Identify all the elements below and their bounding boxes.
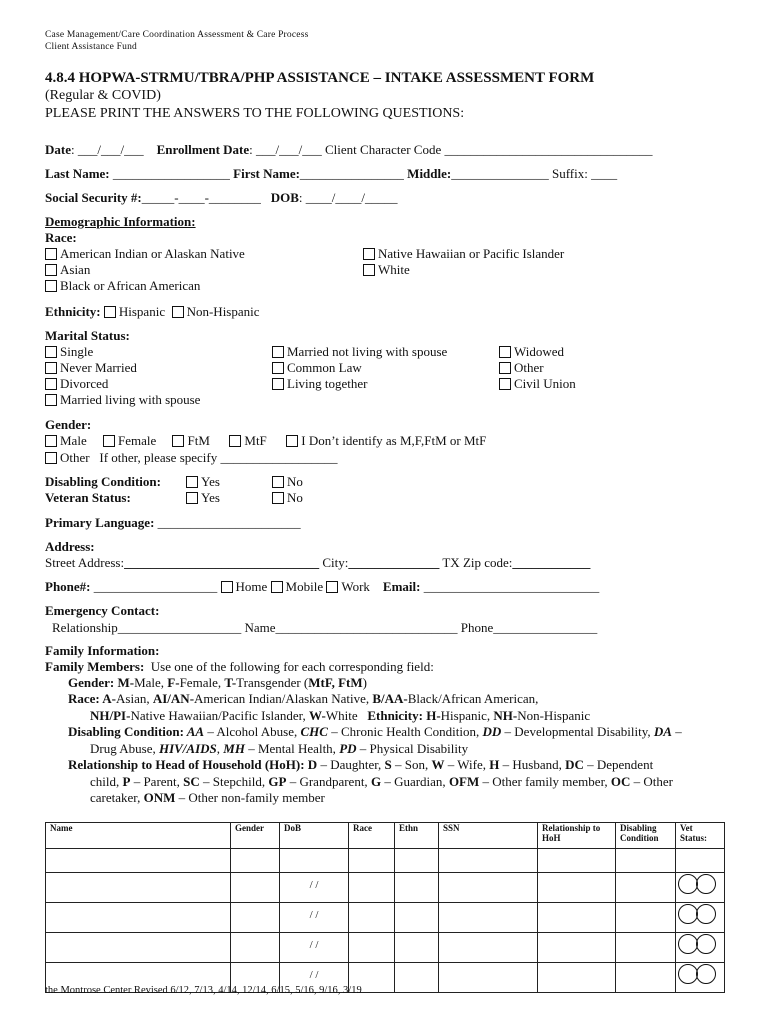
table-cell[interactable] bbox=[349, 903, 395, 933]
tx-zip-label: TX Zip code: bbox=[442, 555, 513, 570]
vet-status-circle[interactable] bbox=[696, 934, 716, 954]
first-name-label: First Name: bbox=[233, 166, 300, 181]
veteran-label: Veteran Status: bbox=[45, 490, 131, 505]
checkbox[interactable] bbox=[499, 362, 511, 374]
vet-status-circle[interactable] bbox=[696, 964, 716, 984]
vet-status-circle[interactable] bbox=[678, 874, 698, 894]
col-ethn: Ethn bbox=[395, 823, 439, 849]
marital-married-living[interactable]: Married living with spouse bbox=[45, 392, 200, 408]
client-code-field[interactable]: Client Character Code ________________________________ bbox=[325, 142, 653, 157]
table-cell[interactable]: / / bbox=[280, 963, 349, 993]
table-cell[interactable] bbox=[439, 849, 538, 873]
marital-other[interactable]: Other bbox=[499, 360, 544, 376]
col-race: Race bbox=[349, 823, 395, 849]
family-members-table bbox=[45, 822, 725, 993]
checkbox[interactable] bbox=[45, 248, 57, 260]
language-row bbox=[45, 515, 301, 531]
table-cell[interactable] bbox=[46, 903, 231, 933]
race-option-white[interactable]: White bbox=[363, 262, 410, 278]
family-heading: Family Information: bbox=[45, 643, 160, 658]
table-header-row bbox=[46, 823, 725, 849]
checkbox-hispanic[interactable] bbox=[104, 306, 116, 318]
table-cell[interactable] bbox=[395, 963, 439, 993]
table-cell[interactable] bbox=[349, 849, 395, 873]
disabling-label: Disabling Condition: bbox=[45, 474, 161, 489]
checkbox[interactable] bbox=[363, 264, 375, 276]
dob-label: DOB bbox=[270, 190, 299, 205]
gender-label: Gender: bbox=[45, 417, 92, 432]
table-row bbox=[46, 873, 725, 903]
middle-name-field[interactable]: _______________ bbox=[451, 166, 549, 181]
legend-race-1: Race: A-Asian, AI/AN-American Indian/Alaskan Native, B/AA-Black/African American, bbox=[68, 691, 539, 706]
col-ssn: SSN bbox=[439, 823, 538, 849]
checkbox[interactable] bbox=[186, 476, 198, 488]
vet-status-circle[interactable] bbox=[696, 904, 716, 924]
marital-common-law[interactable]: Common Law bbox=[272, 360, 362, 376]
last-name-label: Last Name: bbox=[45, 166, 110, 181]
legend-disabling-2: Drug Abuse, HIV/AIDS, MH – Mental Health, PD – Physical Disability bbox=[90, 741, 469, 756]
disabling-no[interactable]: No bbox=[272, 474, 303, 490]
checkbox[interactable] bbox=[45, 346, 57, 358]
vet-status-circle[interactable] bbox=[678, 964, 698, 984]
marital-civil-union[interactable]: Civil Union bbox=[499, 376, 576, 392]
marital-divorced[interactable]: Divorced bbox=[45, 376, 108, 392]
checkbox[interactable] bbox=[272, 476, 284, 488]
table-cell[interactable] bbox=[616, 903, 676, 933]
col-dob: DoB bbox=[280, 823, 349, 849]
table-cell[interactable] bbox=[231, 873, 280, 903]
table-cell[interactable] bbox=[439, 903, 538, 933]
form-instructions: PLEASE PRINT THE ANSWERS TO THE FOLLOWING QUESTIONS: bbox=[45, 106, 465, 121]
checkbox-male[interactable] bbox=[45, 435, 57, 447]
ssn-label: Social Security #: bbox=[45, 190, 142, 205]
legend-race-2: NH/PI-Native Hawaiian/Pacific Islander, W-White Ethnicity: H-Hispanic, NH-Non-Hispanic bbox=[90, 708, 591, 723]
phone-label: Phone#: bbox=[45, 579, 91, 594]
dob-field[interactable]: : ____/____/_____ bbox=[298, 190, 398, 205]
checkbox[interactable] bbox=[45, 394, 57, 406]
table-row bbox=[46, 933, 725, 963]
checkbox-female[interactable] bbox=[103, 435, 115, 447]
table-cell[interactable] bbox=[676, 903, 725, 933]
table-cell[interactable] bbox=[349, 933, 395, 963]
first-name-field[interactable]: ________________ bbox=[299, 166, 404, 181]
table-cell[interactable] bbox=[439, 933, 538, 963]
checkbox-home[interactable] bbox=[221, 581, 233, 593]
table-cell[interactable] bbox=[395, 903, 439, 933]
table-cell[interactable] bbox=[538, 903, 616, 933]
legend-hoh-1: Relationship to Head of Household (HoH): D – Daughter, S – Son, W – Wife, H – Husband, DC – Dependent bbox=[68, 757, 654, 772]
table-row bbox=[46, 903, 725, 933]
table-row bbox=[46, 849, 725, 873]
email-label: Email: bbox=[382, 579, 421, 594]
phone-field[interactable]: ___________________ bbox=[93, 579, 218, 594]
table-cell[interactable] bbox=[676, 933, 725, 963]
city-label: City: bbox=[322, 555, 349, 570]
race-label: Race: bbox=[45, 230, 77, 245]
gender-row: Male Female FtM MtF I Don’t identify as M,F,FtM or MtF bbox=[45, 433, 486, 449]
table-cell[interactable] bbox=[538, 933, 616, 963]
language-field[interactable]: ______________________ bbox=[157, 515, 301, 530]
table-cell[interactable] bbox=[616, 963, 676, 993]
date-field[interactable]: : ___/___/___ bbox=[71, 142, 144, 157]
checkbox-other[interactable] bbox=[45, 452, 57, 464]
address-label: Address: bbox=[45, 539, 95, 554]
family-members-line: Family Members: Use one of the following for each corresponding field: bbox=[45, 659, 434, 674]
table-body bbox=[46, 849, 725, 993]
marital-married-not-living[interactable]: Married not living with spouse bbox=[272, 344, 447, 360]
table-cell[interactable]: / / bbox=[280, 933, 349, 963]
checkbox[interactable] bbox=[45, 362, 57, 374]
col-disabling: Disabling Condition bbox=[616, 823, 676, 849]
legend-hoh-2: child, P – Parent, SC – Stepchild, GP – Grandparent, G – Guardian, OFM – Other family member, OC – Other bbox=[90, 774, 673, 789]
checkbox[interactable] bbox=[272, 378, 284, 390]
table-cell[interactable] bbox=[538, 849, 616, 873]
table-cell[interactable] bbox=[439, 873, 538, 903]
legend-gender: Gender: M-Male, F-Female, T-Transgender (MtF, FtM) bbox=[68, 675, 367, 690]
checkbox[interactable] bbox=[363, 248, 375, 260]
last-name-field[interactable]: __________________ bbox=[112, 166, 230, 181]
ethnicity-label: Ethnicity: bbox=[45, 304, 101, 319]
suffix-field[interactable]: Suffix: ____ bbox=[551, 166, 618, 181]
legend-disabling-1: Disabling Condition: AA – Alcohol Abuse, CHC – Chronic Health Condition, DD – Developmental Disability, DA – bbox=[68, 724, 682, 739]
name-row bbox=[45, 166, 617, 182]
col-relationship: Relationship to HoH bbox=[538, 823, 616, 849]
doc-header-line1: Case Management/Care Coordination Assessment & Care Process bbox=[45, 30, 309, 40]
emergency-label: Emergency Contact: bbox=[45, 603, 160, 618]
checkbox[interactable] bbox=[499, 346, 511, 358]
ssn-row bbox=[45, 190, 397, 206]
table-cell[interactable] bbox=[231, 903, 280, 933]
date-label: Date bbox=[45, 142, 71, 157]
doc-header-line2: Client Assistance Fund bbox=[45, 42, 138, 52]
marital-living-together[interactable]: Living together bbox=[272, 376, 368, 392]
table-cell[interactable] bbox=[676, 963, 725, 993]
middle-name-label: Middle: bbox=[407, 166, 452, 181]
checkbox[interactable] bbox=[272, 362, 284, 374]
city-field[interactable]: ______________ bbox=[348, 555, 440, 570]
table-cell[interactable] bbox=[676, 849, 725, 873]
table-cell[interactable] bbox=[395, 849, 439, 873]
table-cell[interactable] bbox=[46, 873, 231, 903]
table-cell[interactable] bbox=[395, 933, 439, 963]
form-subtitle: (Regular & COVID) bbox=[45, 88, 161, 103]
form-title: 4.8.4 HOPWA-STRMU/TBRA/PHP ASSISTANCE – INTAKE ASSESSMENT FORM bbox=[45, 70, 595, 86]
table-cell[interactable] bbox=[616, 933, 676, 963]
table-cell[interactable]: / / bbox=[280, 903, 349, 933]
race-option-asian[interactable]: Asian bbox=[45, 262, 90, 278]
marital-widowed[interactable]: Widowed bbox=[499, 344, 564, 360]
table-cell[interactable] bbox=[676, 873, 725, 903]
col-vet: Vet Status: bbox=[676, 823, 725, 849]
marital-never-married[interactable]: Never Married bbox=[45, 360, 137, 376]
language-label: Primary Language: bbox=[45, 515, 155, 530]
table-cell[interactable] bbox=[46, 849, 231, 873]
table-cell[interactable] bbox=[538, 963, 616, 993]
gender-other-row: Other If other, please specify __________________ bbox=[45, 450, 337, 466]
table-cell[interactable] bbox=[616, 873, 676, 903]
checkbox[interactable] bbox=[45, 264, 57, 276]
checkbox-no-identify[interactable] bbox=[286, 435, 298, 447]
date-row bbox=[45, 142, 653, 158]
table-cell[interactable] bbox=[538, 873, 616, 903]
veteran-no[interactable]: No bbox=[272, 490, 303, 506]
ethnicity-row: Ethnicity: Hispanic Non-Hispanic bbox=[45, 304, 260, 319]
footer-revision: the Montrose Center Revised 6/12, 7/13, 4/14, 12/14, 6/15, 5/16, 9/16, 3/19 bbox=[45, 985, 362, 996]
email-field[interactable]: ___________________________ bbox=[423, 579, 600, 594]
race-option-aian[interactable]: American Indian or Alaskan Native bbox=[45, 246, 245, 262]
zip-field[interactable]: ____________ bbox=[512, 555, 591, 570]
veteran-yes[interactable]: Yes bbox=[186, 490, 220, 506]
street-label: Street Address: bbox=[45, 555, 125, 570]
checkbox[interactable] bbox=[45, 378, 57, 390]
street-field[interactable]: ______________________________ bbox=[124, 555, 320, 570]
marital-label: Marital Status: bbox=[45, 328, 130, 343]
address-row bbox=[45, 555, 590, 571]
phone-row: Phone#: ___________________ Home Mobile Work Email: ___________________________ bbox=[45, 579, 600, 594]
race-option-black[interactable]: Black or African American bbox=[45, 278, 200, 294]
table-cell[interactable] bbox=[46, 933, 231, 963]
vet-status-circle[interactable] bbox=[678, 934, 698, 954]
checkbox-mobile[interactable] bbox=[271, 581, 283, 593]
vet-status-circle[interactable] bbox=[678, 904, 698, 924]
vet-status-circle[interactable] bbox=[696, 874, 716, 894]
col-gender: Gender bbox=[231, 823, 280, 849]
checkbox-ftm[interactable] bbox=[172, 435, 184, 447]
checkbox[interactable] bbox=[45, 280, 57, 292]
table-cell[interactable] bbox=[231, 849, 280, 873]
table-cell[interactable] bbox=[395, 873, 439, 903]
emergency-fields[interactable]: Relationship___________________ Name____________________________ Phone________________ bbox=[52, 620, 598, 635]
table-cell[interactable] bbox=[349, 873, 395, 903]
checkbox[interactable] bbox=[499, 378, 511, 390]
table-cell[interactable]: / / bbox=[280, 873, 349, 903]
race-option-nhpi[interactable]: Native Hawaiian or Pacific Islander bbox=[363, 246, 564, 262]
enrollment-date-label: Enrollment Date bbox=[156, 142, 250, 157]
checkbox-non-hispanic[interactable] bbox=[172, 306, 184, 318]
table-cell[interactable] bbox=[439, 963, 538, 993]
checkbox[interactable] bbox=[272, 346, 284, 358]
marital-single[interactable]: Single bbox=[45, 344, 93, 360]
col-name: Name bbox=[46, 823, 231, 849]
demographic-heading: Demographic Information: bbox=[45, 214, 196, 229]
ssn-field[interactable]: _____-____-________ bbox=[141, 190, 261, 205]
table-cell[interactable] bbox=[231, 933, 280, 963]
checkbox-mtf[interactable] bbox=[229, 435, 241, 447]
checkbox[interactable] bbox=[186, 492, 198, 504]
table-cell[interactable] bbox=[616, 849, 676, 873]
enrollment-date-field[interactable]: : ___/___/___ bbox=[249, 142, 322, 157]
legend-hoh-3: caretaker, ONM – Other non-family member bbox=[90, 790, 325, 805]
disabling-yes[interactable]: Yes bbox=[186, 474, 220, 490]
checkbox-work[interactable] bbox=[326, 581, 338, 593]
gender-other-field[interactable]: If other, please specify __________________ bbox=[99, 450, 338, 465]
checkbox[interactable] bbox=[272, 492, 284, 504]
table-cell[interactable] bbox=[280, 849, 349, 873]
